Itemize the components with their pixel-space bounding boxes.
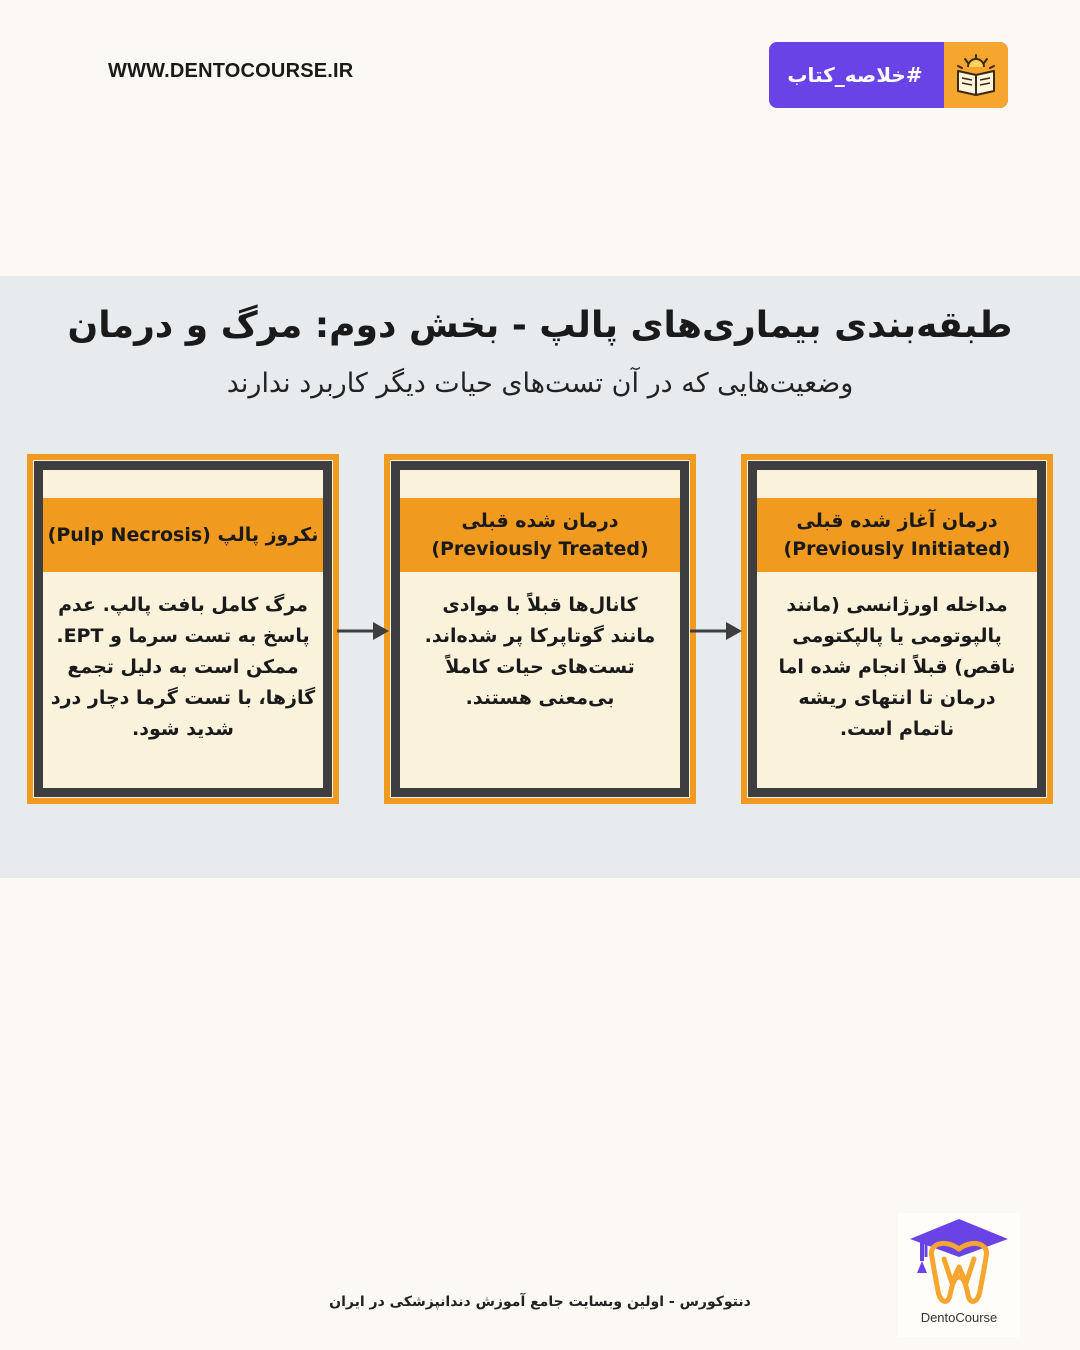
open-book-icon — [944, 42, 1008, 108]
book-summary-hashtag-badge — [769, 42, 1008, 108]
card-description — [49, 590, 317, 745]
page-subtitle: وضعیت‌هایی که در آن تست‌های حیات دیگر کاربرد ندارند — [226, 368, 854, 399]
card-description-line: بی‌معنی هستند. — [465, 687, 615, 709]
dentocourse-logo[interactable] — [898, 1213, 1020, 1337]
card-description-line: گازها، با تست گرما دچار درد — [50, 687, 316, 709]
card-description-line: مداخله اورژانسی (مانند — [786, 594, 1008, 616]
arrow-right-icon — [337, 620, 389, 642]
card-title: نکروز پالپ (Pulp Necrosis) — [47, 524, 319, 546]
card-description-line: پاسخ به تست سرما و EPT. — [56, 625, 310, 647]
card-description-line: ممکن است به دلیل تجمع — [67, 656, 299, 678]
card-previously-initiated — [741, 454, 1053, 804]
card-description-line: مانند گوتاپرکا پر شده‌اند. — [424, 625, 656, 647]
tooth-graduation-cap-icon — [898, 1213, 1020, 1309]
hashtag-label: #خلاصه_کتاب — [787, 63, 923, 87]
card-description-line: شدید شود. — [132, 718, 234, 740]
arrow-right-icon — [690, 620, 742, 642]
card-description-line: پالپوتومی یا پالپکتومی — [792, 625, 1002, 647]
card-title-english: (Previously Treated) — [431, 538, 649, 560]
card-description-line: تست‌های حیات کاملاً — [445, 656, 635, 678]
card-header — [43, 498, 323, 572]
footer-tagline: دنتوکورس - اولین وبسایت جامع آموزش دندانپزشکی در ایران — [329, 1294, 751, 1310]
card-description — [763, 590, 1031, 745]
page-title: طبقه‌بندی بیماری‌های پالپ - بخش دوم: مرگ و درمان — [67, 305, 1013, 346]
card-description-line: ناتمام است. — [839, 718, 955, 740]
card-description-line: کانال‌ها قبلاً با موادی — [442, 594, 638, 616]
site-url[interactable]: WWW.DENTOCOURSE.IR — [108, 60, 354, 82]
card-title: درمان آغاز شده قبلی — [796, 510, 998, 532]
card-description-line: درمان تا انتهای ریشه — [798, 687, 996, 709]
card-title-english: (Previously Initiated) — [783, 538, 1011, 560]
card-header — [400, 498, 680, 572]
card-pulp-necrosis — [27, 454, 339, 804]
card-description-line: مرگ کامل بافت پالپ. عدم — [58, 594, 308, 616]
card-header — [757, 498, 1037, 572]
logo-wordmark: DentoCourse — [920, 1310, 998, 1325]
card-description — [406, 590, 674, 714]
card-previously-treated — [384, 454, 696, 804]
card-title: درمان شده قبلی — [461, 510, 619, 532]
card-description-line: ناقص) قبلاً انجام شده اما — [778, 656, 1016, 678]
